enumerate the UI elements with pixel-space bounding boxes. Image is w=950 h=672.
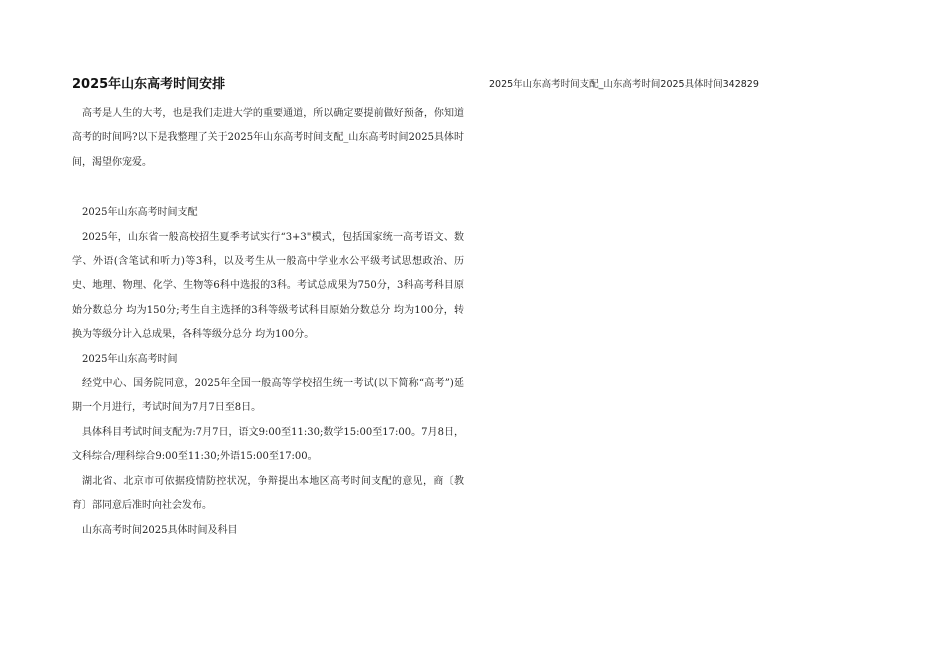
section-heading-subjects: 山东高考时间2025具体时间及科目 (82, 524, 238, 536)
exam-date-paragraph: 经党中心、国务院同意，2025年全国一般高等学校招生统一考试(以下简称“高考”)延期一个月进行，考试时间为7月7日至8日。 (72, 378, 464, 414)
right-column (489, 76, 889, 94)
section-heading-schedule: 2025年山东高考时间支配 (82, 207, 198, 219)
regional-notice-paragraph: 湖北省、北京市可依据疫情防控状况，争辩提出本地区高考时间支配的意见，商〔教育〕部同意后准时向社会发布。 (72, 475, 464, 512)
subject-schedule-paragraph: 具体科目考试时间支配为:7月7日，语文9:00至11:30;数学15:00至17:00。7月8日，文科综合/理科综合9:00至11:30;外语15:00至17:00。 (72, 426, 464, 463)
section-heading-time: 2025年山东高考时间 (82, 353, 178, 365)
article-column (72, 76, 464, 543)
page-title: 2025年山东高考时间安排 (72, 77, 226, 92)
exam-mode-paragraph: 2025年，山东省一般高校招生夏季考试实行“3+3"模式，包括国家统一高考语文、数学、外语(含笔试和听力)等3科，以及考生从一般高中学业水公平级考试思想政治、历史、地理、物理、化学、生物等6科中选报的3科。考试总成果为750分，3科高考科目原始分数总分 均为150分;考生自主选择的3科等级考试科目原始分数总分 均为100分，转换为等级分计入总成果，各科等级分总分 均为100分。 (72, 231, 464, 341)
right-header-text: 2025年山东高考时间支配_山东高考时间2025具体时间342829 (489, 79, 759, 90)
intro-paragraph: 高考是人生的大考，也是我们走进大学的重要通道，所以确定要提前做好预备，你知道高考的时间吗?以下是我整理了关于2025年山东高考时间支配_山东高考时间2025具体时间，渴望你宠爱。 (72, 108, 464, 168)
